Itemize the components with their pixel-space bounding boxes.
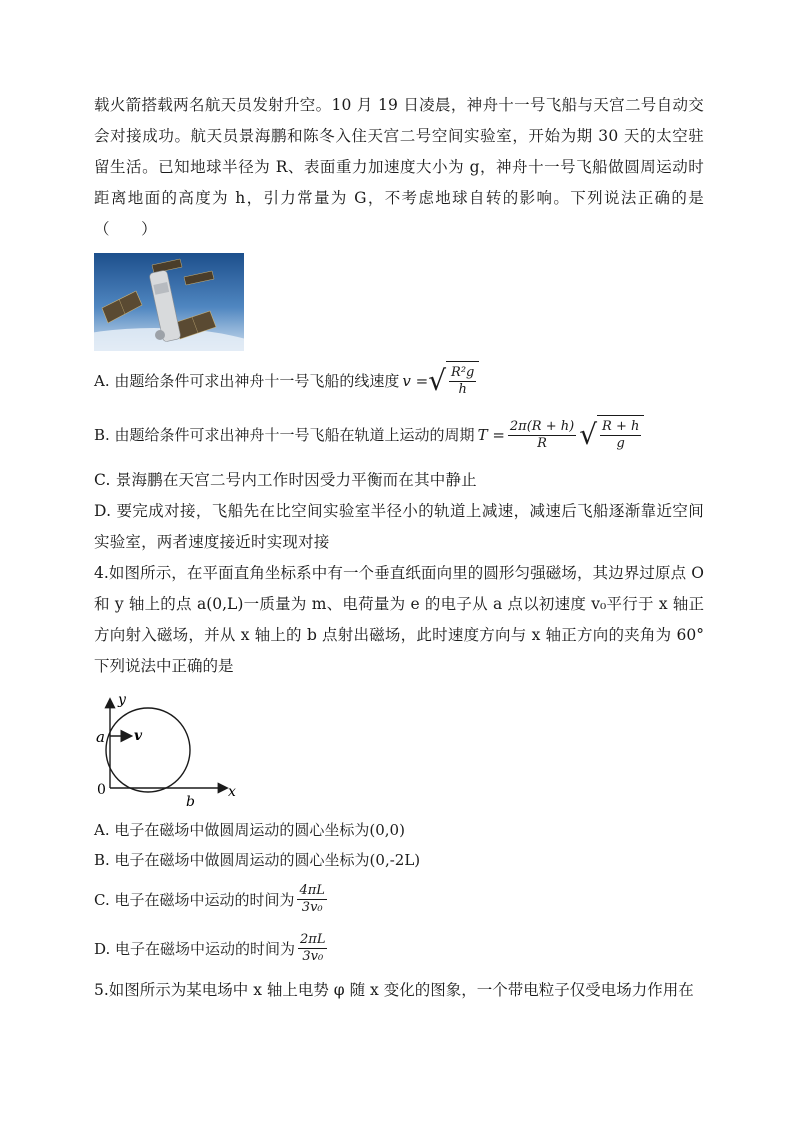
question-3-stem: 载火箭搭载两名航天员发射升空。10 月 19 日凌晨，神舟十一号飞船与天宫二号自动交会对接成功。航天员景海鹏和陈冬入住天宫二号空间实验室，开始为期 30 天的太空驻留生活。已知地球半径为 R、表面重力加速度大小为 g，神舟十一号飞船做圆周运动时距离地面的高度为 h，引力常量为 G，不考虑地球自转的影响。下列说法正确的是（ ） <box>94 96 704 238</box>
question-3-option-d[interactable]: D. 要完成对接，飞船先在比空间实验室半径小的轨道上减速，减速后飞船逐渐靠近空间实验室，两者速度接近时实现对接 <box>94 502 704 551</box>
option-b-root-numerator: R + h <box>602 419 640 434</box>
exam-page <box>94 90 704 1006</box>
question-4-option-a[interactable]: A. 电子在磁场中做圆周运动的圆心坐标为(0,0) <box>94 821 405 839</box>
option-d-denominator: 3v₀ <box>302 949 324 964</box>
y-axis-label: y <box>118 694 126 708</box>
option-b-numerator: 2π(R + h) <box>509 418 575 434</box>
point-b-label: b <box>186 794 195 809</box>
option-a-text: A. 由题给条件可求出神舟十一号飞船的线速度 <box>94 372 400 390</box>
option-b-root-denominator: g <box>616 436 625 451</box>
option-b-fraction <box>508 419 576 452</box>
origin-label: 0 <box>97 782 106 798</box>
option-d-text: D. 电子在磁场中运动的时间为 <box>94 939 296 958</box>
option-a-var: v = <box>402 372 429 390</box>
radical-icon: √ <box>579 418 598 451</box>
velocity-label: v <box>134 728 143 744</box>
satellite-photo <box>94 253 244 351</box>
question-5 <box>94 975 704 1006</box>
question-3-option-a[interactable] <box>94 361 704 401</box>
x-axis-label: x <box>228 784 236 800</box>
question-3-option-c[interactable]: C. 景海鹏在天宫二号内工作时因受力平衡而在其中静止 <box>94 471 477 489</box>
question-5-stem: 5.如图所示为某电场中 x 轴上电势 φ 随 x 变化的图象，一个带电粒子仅受电场力作用在 <box>94 981 694 999</box>
option-b-text: B. 由题给条件可求出神舟十一号飞船在轨道上运动的周期 <box>94 426 475 444</box>
option-c-denominator: 3v₀ <box>301 900 323 915</box>
magnetic-field-diagram <box>94 694 254 809</box>
option-c-text: C. 电子在磁场中运动的时间为 <box>94 890 295 909</box>
option-a-numerator: R²g <box>451 365 475 380</box>
radical-icon: √ <box>428 364 447 397</box>
option-b-denominator: R <box>537 435 547 451</box>
option-c-numerator: 4πL <box>299 883 325 898</box>
question-4-option-c[interactable] <box>94 883 704 916</box>
question-4-stem: 4.如图所示，在平面直角坐标系中有一个垂直纸面向里的圆形匀强磁场，其边界过原点 O 和 y 轴上的点 a(0,L)一质量为 m、电荷量为 e 的电子从 a 点以初速度 v₀平行于 x 轴正方向射入磁场，并从 x 轴上的 b 点射出磁场，此时速度方向与 x 轴正方向的夹角为 60° 下列说法中正确的是 <box>94 564 704 675</box>
question-4-option-b[interactable]: B. 电子在磁场中做圆周运动的圆心坐标为(0,-2L) <box>94 851 421 869</box>
question-4 <box>94 558 704 965</box>
option-a-denominator: h <box>458 382 467 397</box>
option-d-numerator: 2πL <box>300 932 326 947</box>
option-a-sqrt <box>428 361 479 401</box>
question-4-option-d[interactable] <box>94 932 704 965</box>
question-3 <box>94 90 704 558</box>
point-a-label: a <box>96 728 105 746</box>
option-b-var: T = <box>477 426 505 444</box>
field-boundary-circle <box>106 708 190 792</box>
option-b-sqrt <box>579 415 644 455</box>
question-3-option-b[interactable] <box>94 415 704 455</box>
